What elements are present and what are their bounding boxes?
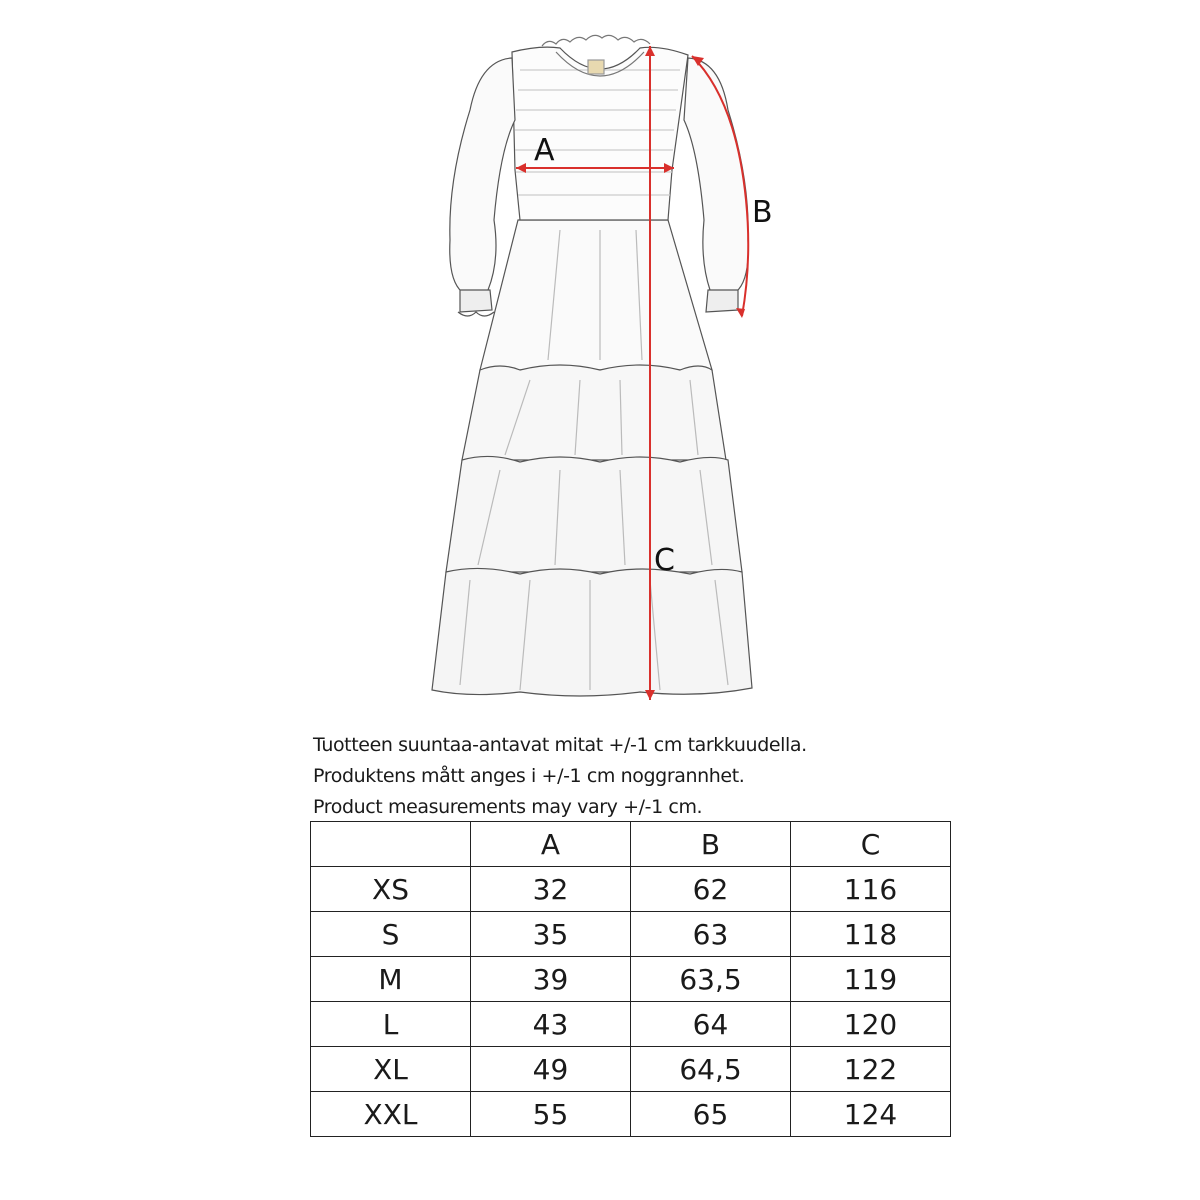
- a-cell: 43: [471, 1002, 631, 1047]
- c-cell: 116: [791, 867, 951, 912]
- c-cell: 118: [791, 912, 951, 957]
- measure-b-label: B: [752, 195, 773, 230]
- header-b: B: [631, 822, 791, 867]
- measure-c-label: C: [654, 543, 675, 578]
- a-cell: 39: [471, 957, 631, 1002]
- a-cell: 55: [471, 1092, 631, 1137]
- b-cell: 62: [631, 867, 791, 912]
- header-c: C: [791, 822, 951, 867]
- c-cell: 122: [791, 1047, 951, 1092]
- size-cell: XS: [311, 867, 471, 912]
- b-cell: 63,5: [631, 957, 791, 1002]
- a-cell: 49: [471, 1047, 631, 1092]
- c-cell: 124: [791, 1092, 951, 1137]
- header-a: A: [471, 822, 631, 867]
- b-cell: 65: [631, 1092, 791, 1137]
- size-cell: L: [311, 1002, 471, 1047]
- size-table: [310, 821, 951, 1137]
- a-cell: 35: [471, 912, 631, 957]
- table-header-row: [311, 822, 951, 867]
- note-english: Product measurements may vary +/-1 cm.: [313, 796, 703, 818]
- note-finnish: Tuotteen suuntaa-antavat mitat +/-1 cm tarkkuudella.: [313, 734, 807, 756]
- size-cell: XL: [311, 1047, 471, 1092]
- size-cell: S: [311, 912, 471, 957]
- c-cell: 120: [791, 1002, 951, 1047]
- b-cell: 63: [631, 912, 791, 957]
- table-row: [311, 957, 951, 1002]
- table-row: [311, 1092, 951, 1137]
- table-row: [311, 1047, 951, 1092]
- b-cell: 64,5: [631, 1047, 791, 1092]
- measure-a-label: A: [534, 133, 555, 168]
- dress-outline: [432, 35, 752, 696]
- note-swedish: Produktens mått anges i +/-1 cm noggrannhet.: [313, 765, 745, 787]
- table-row: [311, 912, 951, 957]
- c-cell: 119: [791, 957, 951, 1002]
- table-row: [311, 867, 951, 912]
- header-size: [311, 822, 471, 867]
- size-cell: XXL: [311, 1092, 471, 1137]
- size-cell: M: [311, 957, 471, 1002]
- table-row: [311, 1002, 951, 1047]
- b-cell: 64: [631, 1002, 791, 1047]
- a-cell: 32: [471, 867, 631, 912]
